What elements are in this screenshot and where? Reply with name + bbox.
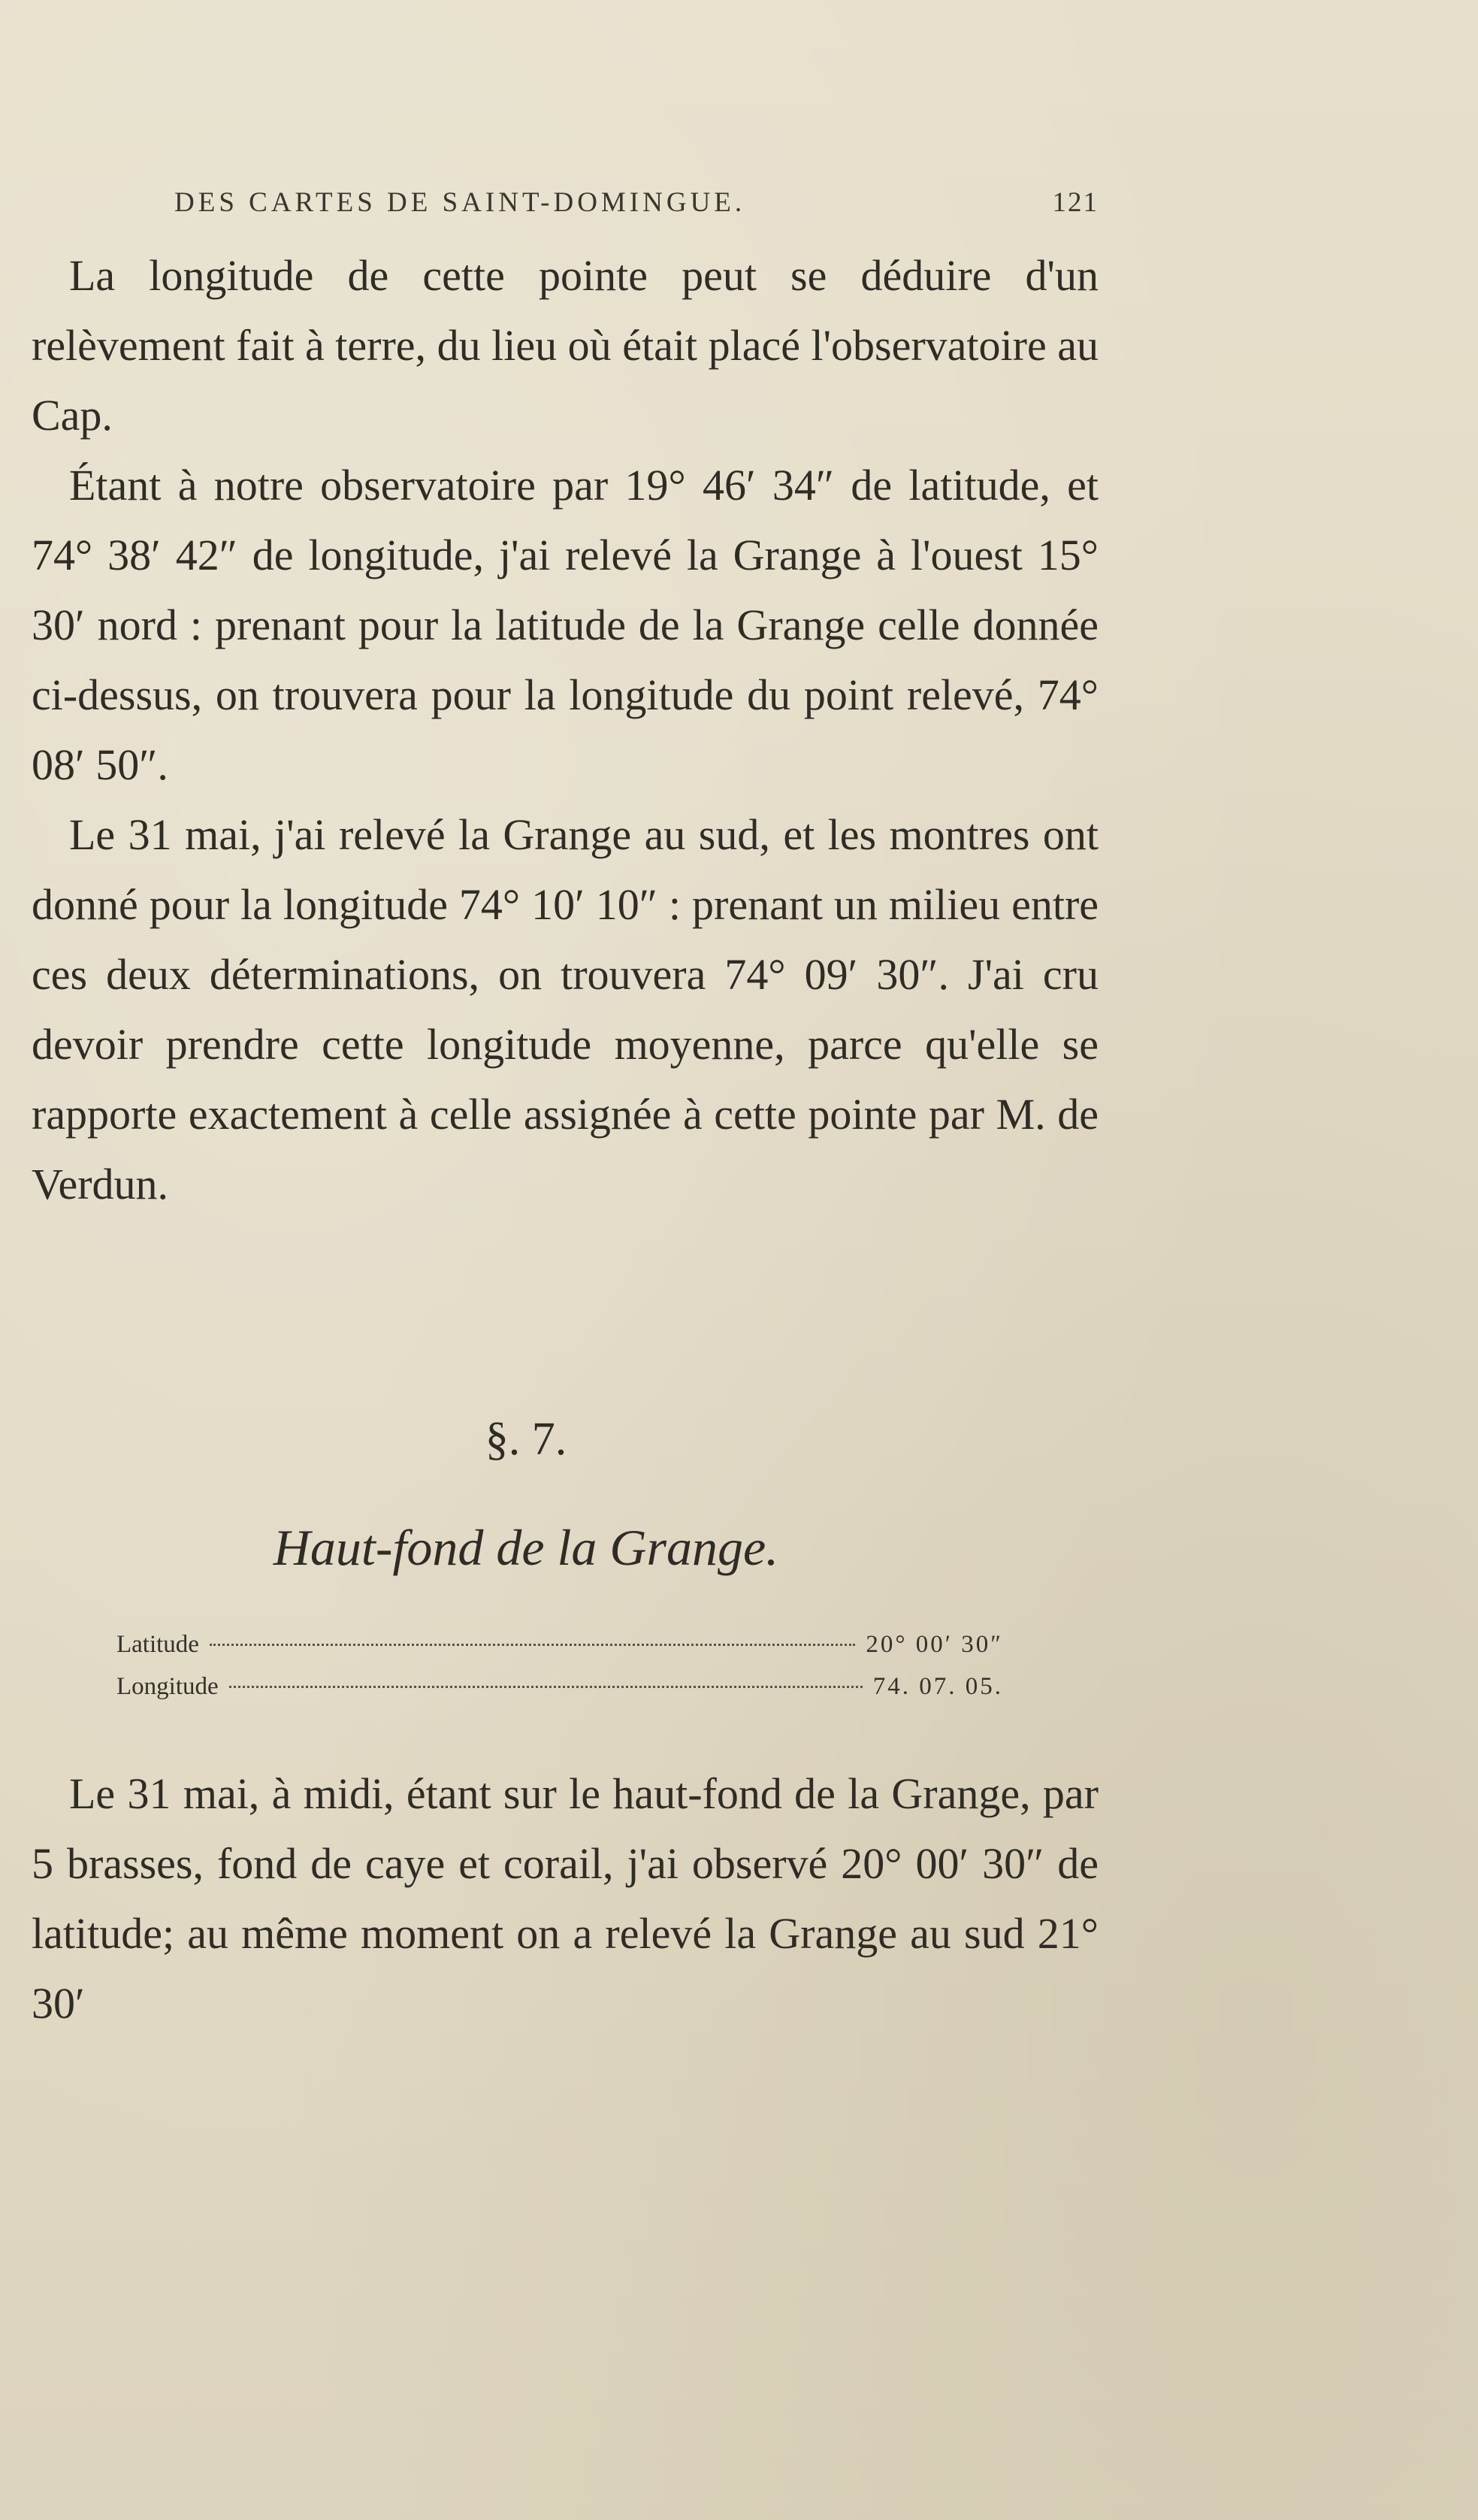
coordinate-row-latitude — [116, 1631, 1003, 1673]
coordinate-label: Longitude — [116, 1673, 219, 1700]
coordinates-table — [116, 1631, 1003, 1715]
coordinate-row-longitude — [116, 1673, 1003, 1715]
dot-leader — [229, 1686, 863, 1688]
paragraph: La longitude de cette pointe peut se déduire d'un relèvement fait à terre, du lieu où était placé l'observatoire au Cap. — [32, 251, 1099, 440]
coordinate-value: 74. 07. 05. — [872, 1673, 1003, 1700]
page-number: 121 — [1052, 187, 1099, 218]
dot-leader — [210, 1644, 855, 1646]
running-head-title: DES CARTES DE SAINT-DOMINGUE. — [174, 187, 746, 218]
running-head — [174, 186, 1099, 227]
paragraph: Le 31 mai, j'ai relevé la Grange au sud, et les montres ont donné pour la longitude 74° 10′ 10″ : prenant un milieu entre ces deux déterminations, on trouvera 74° 09′ 30″. J'ai cru devoir prendre cette longitude moyenne, parce qu'elle se rapporte exactement à celle assignée à cette pointe par M. de Verdun. — [32, 810, 1099, 1209]
section-number: §. 7. — [485, 1414, 567, 1465]
body-text — [32, 241, 1099, 1219]
paragraph: Étant à notre observatoire par 19° 46′ 34″ de latitude, et 74° 38′ 42″ de longitude, j'ai relevé la Grange à l'ouest 15° 30′ nord : prenant pour la latitude de la Grange celle donnée ci-dessus, on trouvera pour la longitude du point relevé, 74° 08′ 50″. — [32, 461, 1099, 789]
coordinate-value: 20° 00′ 30″ — [866, 1631, 1003, 1658]
body-text-continued — [32, 1759, 1099, 2038]
paragraph: Le 31 mai, à midi, étant sur le haut-fond de la Grange, par 5 brasses, fond de caye et corail, j'ai observé 20° 00′ 30″ de latitude; au même moment on a relevé la Grange au sud 21° 30′ — [32, 1769, 1099, 2028]
section-title: Haut-fond de la Grange. — [273, 1519, 779, 1576]
coordinate-label: Latitude — [116, 1631, 199, 1658]
